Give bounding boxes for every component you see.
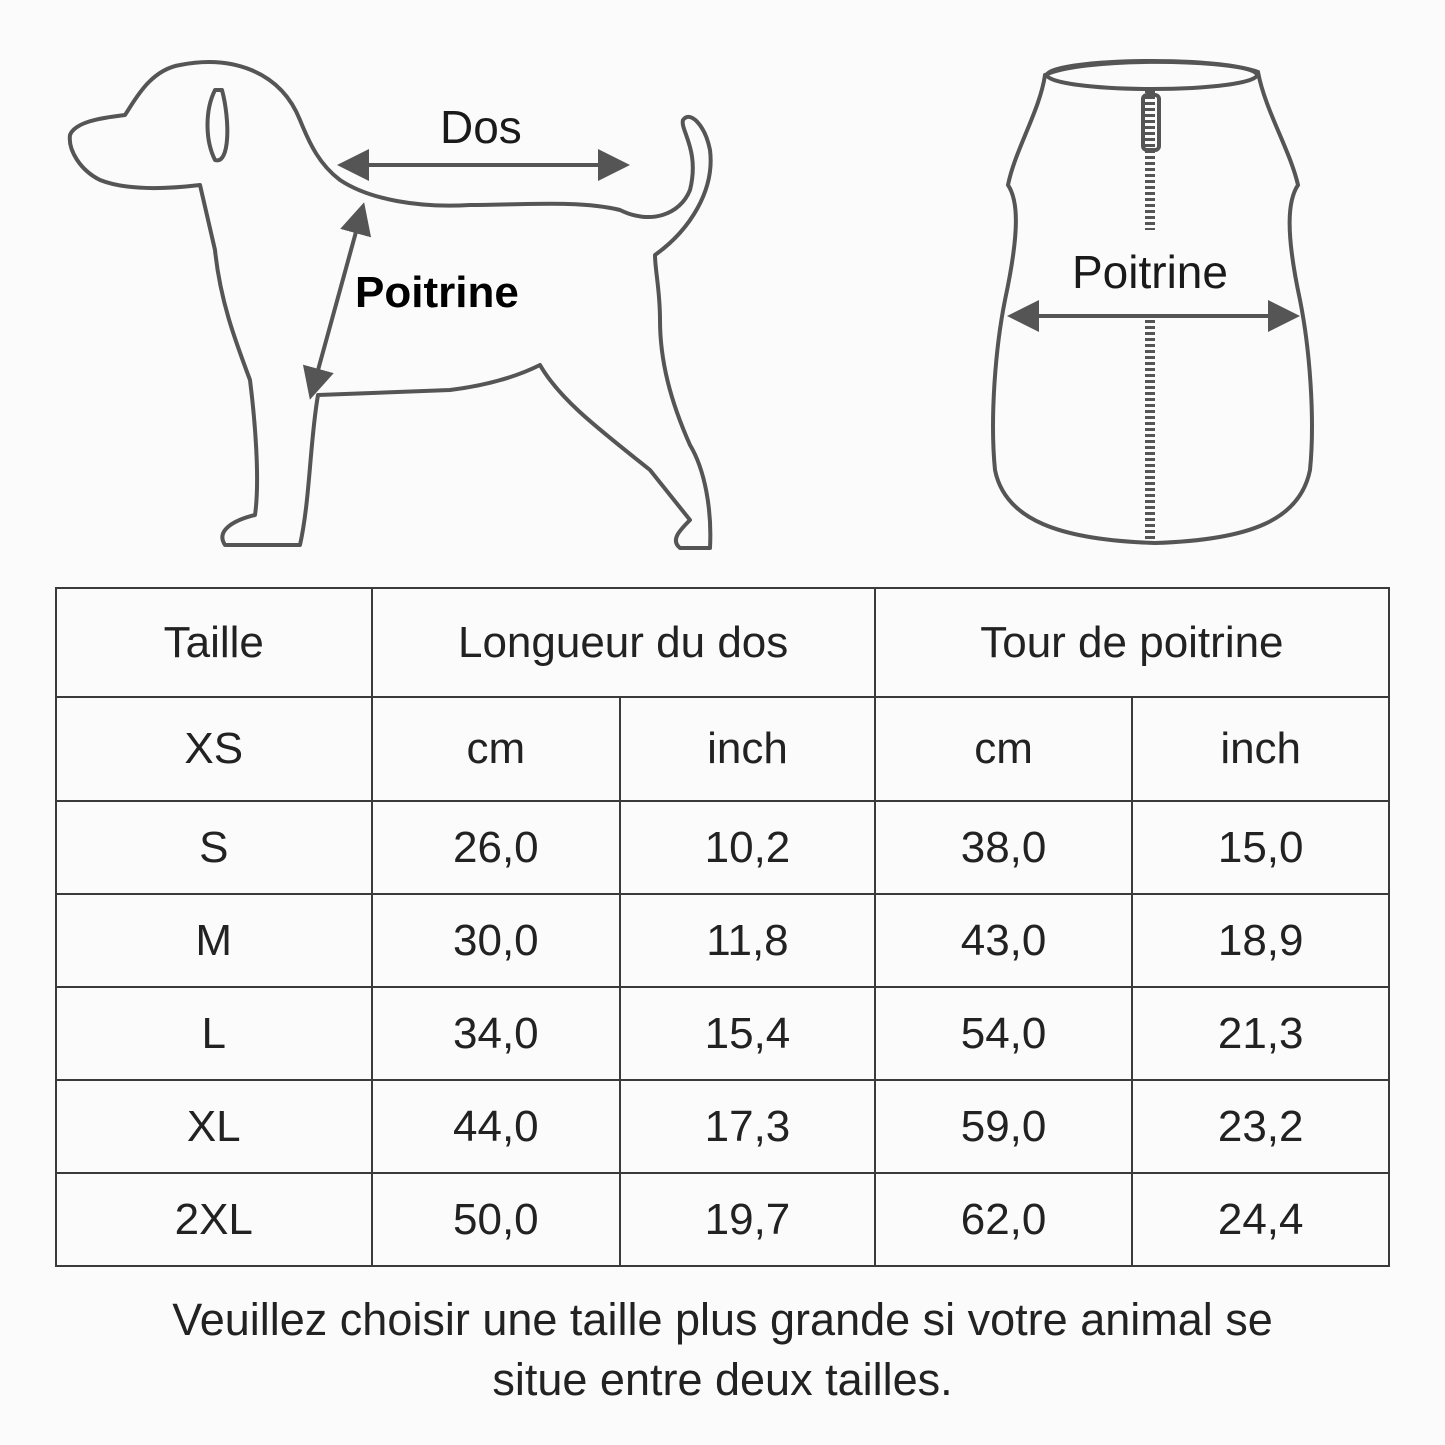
cell: cm	[875, 697, 1133, 801]
size-note	[40, 1290, 1405, 1410]
cell: 54,0	[875, 987, 1133, 1080]
cell: 30,0	[372, 894, 621, 987]
cell: 43,0	[875, 894, 1133, 987]
cell: inch	[620, 697, 875, 801]
cell: 38,0	[875, 801, 1133, 894]
header-size: Taille	[56, 588, 372, 697]
cell: 62,0	[875, 1173, 1133, 1266]
cell: 2XL	[56, 1173, 372, 1266]
cell: 11,8	[620, 894, 875, 987]
vest-outline-icon	[993, 61, 1312, 543]
table-row	[56, 894, 1389, 987]
cell: 19,7	[620, 1173, 875, 1266]
cell: 15,4	[620, 987, 875, 1080]
cell: 21,3	[1132, 987, 1389, 1080]
cell: 26,0	[372, 801, 621, 894]
size-table	[55, 587, 1390, 1267]
cell: cm	[372, 697, 621, 801]
cell: XL	[56, 1080, 372, 1173]
cell: inch	[1132, 697, 1389, 801]
table-row	[56, 1080, 1389, 1173]
cell: 50,0	[372, 1173, 621, 1266]
subheader-row	[56, 697, 1389, 801]
cell: 23,2	[1132, 1080, 1389, 1173]
cell: S	[56, 801, 372, 894]
table-row	[56, 1173, 1389, 1266]
cell: 34,0	[372, 987, 621, 1080]
vest-chest-label: Poitrine	[1072, 246, 1228, 298]
table-row	[56, 987, 1389, 1080]
cell: L	[56, 987, 372, 1080]
table-row	[56, 801, 1389, 894]
illustration	[0, 0, 1445, 570]
dog-back-label: Dos	[440, 101, 522, 153]
cell: 10,2	[620, 801, 875, 894]
cell: 59,0	[875, 1080, 1133, 1173]
cell: 17,3	[620, 1080, 875, 1173]
cell: 18,9	[1132, 894, 1389, 987]
note-line-2: situe entre deux tailles.	[492, 1354, 953, 1405]
cell: M	[56, 894, 372, 987]
cell: 44,0	[372, 1080, 621, 1173]
header-row	[56, 588, 1389, 697]
cell: 24,4	[1132, 1173, 1389, 1266]
dog-chest-label: Poitrine	[355, 268, 519, 317]
header-chest: Tour de poitrine	[875, 588, 1389, 697]
cell: 15,0	[1132, 801, 1389, 894]
header-back-length: Longueur du dos	[372, 588, 875, 697]
note-line-1: Veuillez choisir une taille plus grande si votre animal se	[172, 1294, 1273, 1345]
cell: XS	[56, 697, 372, 801]
